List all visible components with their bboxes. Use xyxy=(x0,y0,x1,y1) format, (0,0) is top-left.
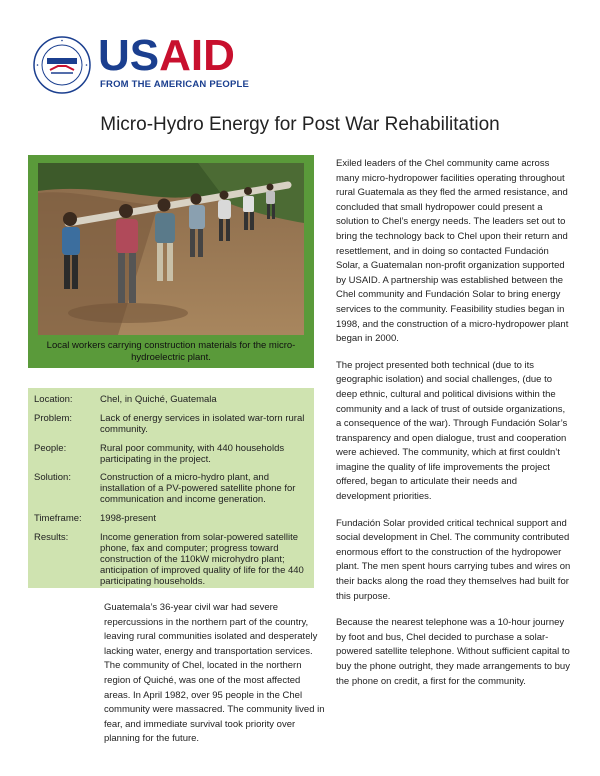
info-value: Rural poor community, with 440 households participating in the project. xyxy=(100,443,285,465)
body-paragraph: Fundación Solar provided critical technical support and social development in Chel. The community contributed enormous effort to the construction of the hydropower plant. The men spent hours carrying tubes and wires on their backs along the road they themselves had built for this purpose. xyxy=(336,517,571,602)
info-value: Income generation from solar-powered satellite phone, fax and computer; progress toward construction of the 110kW microhydro plant; anticipation of improved quality of life for the 440 participating households. xyxy=(100,532,304,587)
info-value: Lack of energy services in isolated war-torn rural community. xyxy=(100,413,305,435)
logo-us: US xyxy=(98,31,160,80)
info-key: People: xyxy=(34,443,67,454)
right-column xyxy=(336,157,572,701)
logo-aid: AID xyxy=(159,31,235,80)
info-key: Results: xyxy=(34,532,69,543)
body-paragraph: Guatemala’s 36-year civil war had severe repercussions in the northern part of the country, leaving rural communities isolated and desperately lacking water, energy and transportation services. The community of Chel, located in the northern region of Quiché, was one of the most affected areas. In April 1982, over 95 people in the Chel community were massacred. The community lived in fear, and immediate survival took priority over planning for the future. xyxy=(104,602,325,745)
photo-panel xyxy=(28,155,314,368)
info-value: Construction of a micro-hydro plant, and installation of a PV-powered satellite phone for communication and income generation. xyxy=(100,472,296,505)
page-title: Micro-Hydro Energy for Post War Rehabilitation xyxy=(100,114,500,135)
project-info-box xyxy=(28,388,314,588)
logo-tagline: FROM THE AMERICAN PEOPLE xyxy=(100,79,250,90)
info-key: Location: xyxy=(34,394,73,405)
photo-caption: Local workers carrying construction materials for the micro-hydroelectric plant. xyxy=(46,340,296,363)
body-paragraph: Exiled leaders of the Chel community came across many micro-hydropower facilities operating throughout rural Guatemala as they fled the armed resistance, and concluded that small hydropower could present a solution to Chel’s energy needs. The leaders set out to bring the technology back to Chel upon their return and resettlement, and in doing so contacted Fundación Solar, a Guatemalan non-profit organization supported by USAID. A partnership was established between the Chel community and Fundación Solar to bring energy services to the community. Feasibility studies began in 1998, and the construction of a micro-hydropower plant began in 2000. xyxy=(336,158,569,345)
left-column xyxy=(104,601,328,747)
info-key: Problem: xyxy=(34,413,73,424)
info-key: Solution: xyxy=(34,472,71,483)
workers-photo xyxy=(38,163,304,335)
info-key: Timeframe: xyxy=(34,513,82,524)
usaid-seal-logo xyxy=(33,36,91,94)
body-paragraph: The project presented both technical (due to its geographic isolation) and social challenges, (due to deep ethnic, cultural and political divisions within the community and a lack of trust of outside organizations, a consequence of the war). Through Fundación Solar’s transparency and open dialogue, trust and cooperation were achieved. The community, which at first couldn’t imagine the quality of life improvements the project offered, began to articulate their needs and development priorities. xyxy=(336,359,568,503)
body-paragraph: Because the nearest telephone was a 10-hour journey by foot and bus, Chel decided to purchase a solar-powered satellite telephone. Without sufficient capital to buy the phone outright, they made arrangements to buy the phone on credit, a first for the community. xyxy=(336,617,570,687)
info-value: Chel, in Quiché, Guatemala xyxy=(100,394,217,405)
usaid-wordmark xyxy=(98,31,235,80)
info-value: 1998-present xyxy=(100,513,156,524)
